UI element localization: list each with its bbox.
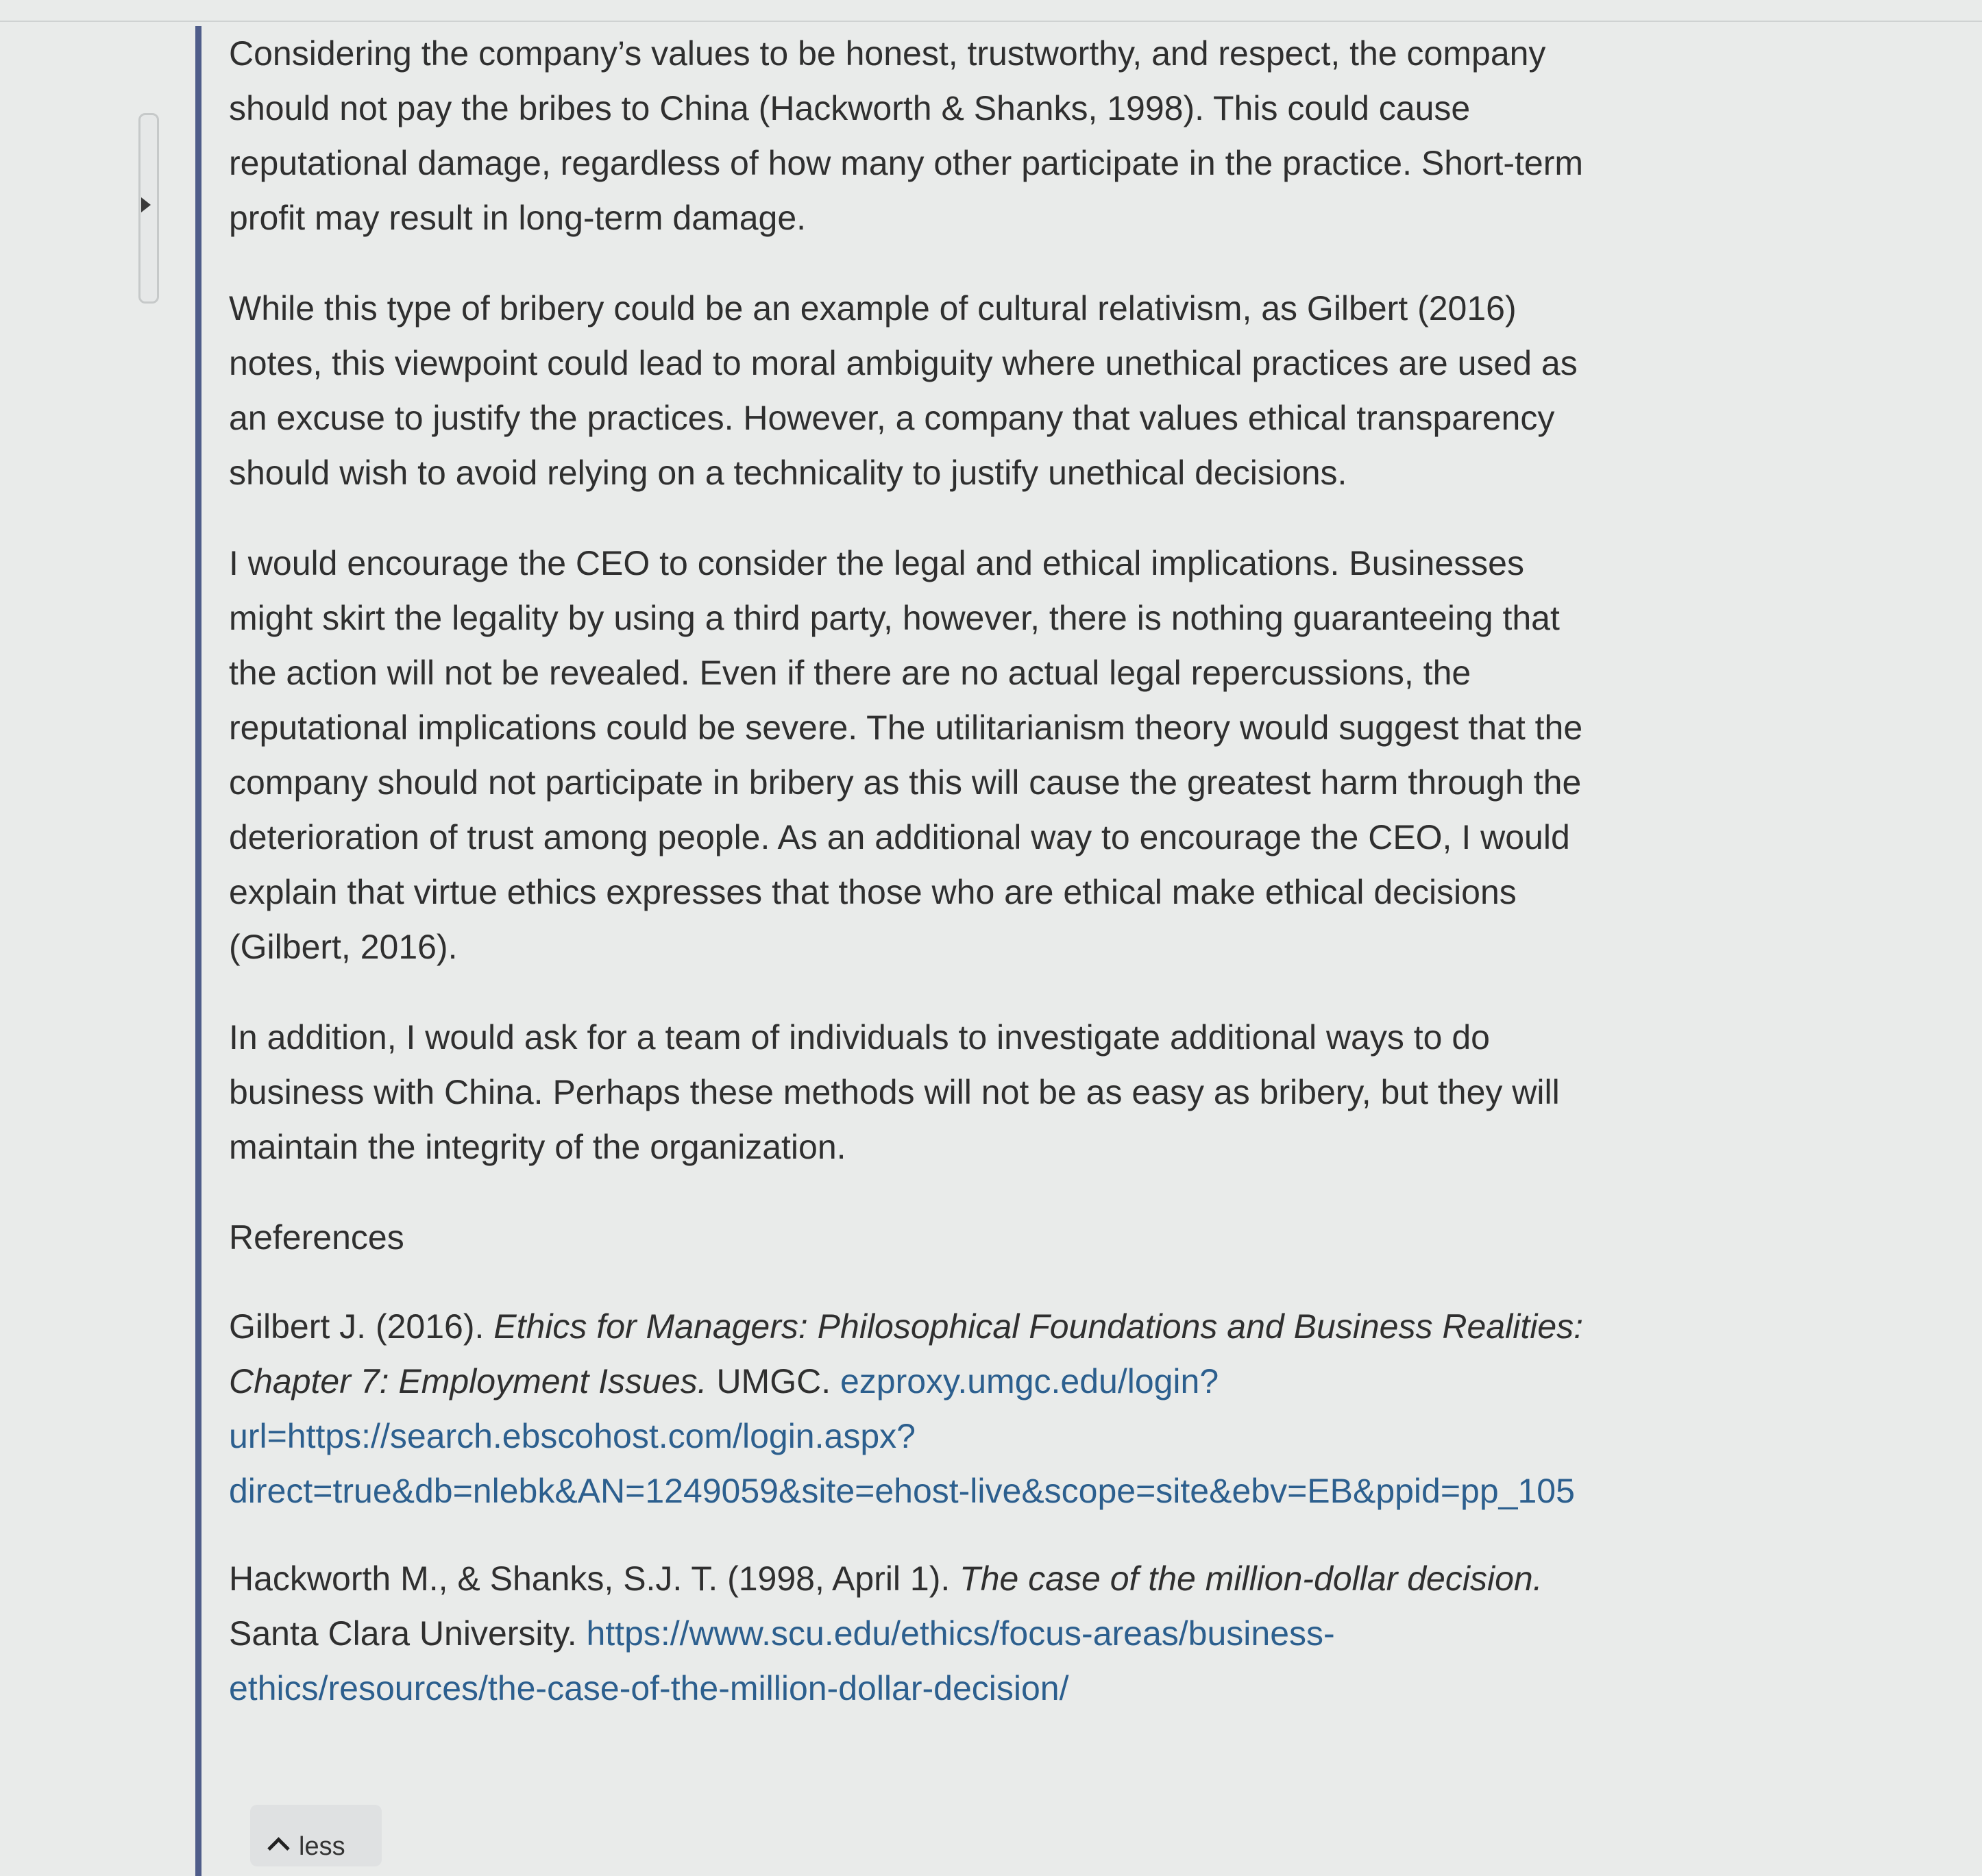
chevron-up-icon bbox=[267, 1837, 290, 1860]
caret-right-icon[interactable] bbox=[141, 197, 151, 212]
show-less-label: less bbox=[299, 1832, 345, 1861]
post-paragraph-4: In addition, I would ask for a team of individuals to investigate additional ways to do business with China. Perhaps these methods will not be as easy as bribery, but they will maintain the integrity of the organization. bbox=[229, 1018, 1560, 1166]
reference-publisher: Santa Clara University. bbox=[229, 1614, 587, 1653]
reference-title: Ethics for Managers: Philosophical Foundations and Business Realities: Chapter 7: Employment Issues. bbox=[229, 1307, 1584, 1400]
references-heading: References bbox=[229, 1218, 404, 1257]
reference-link[interactable]: https://www.scu.edu/ethics/focus-areas/business-ethics/resources/the-case-of-the-million-dollar-decision/ bbox=[229, 1614, 1335, 1707]
reference-entry-gilbert bbox=[229, 1299, 1600, 1518]
post-paragraph-2: While this type of bribery could be an example of cultural relativism, as Gilbert (2016) notes, this viewpoint could lead to moral ambiguity where unethical practices are used as an excuse to justify the practices. However, a company that values ethical transparency should wish to avoid relying on a technicality to justify unethical decisions. bbox=[229, 289, 1578, 492]
show-less-button[interactable] bbox=[250, 1805, 382, 1866]
top-divider bbox=[0, 21, 1982, 22]
post-paragraph-3: I would encourage the CEO to consider the legal and ethical implications. Businesses might skirt the legality by using a third party, however, there is nothing guaranteeing that the action will not be revealed. Even if there are no actual legal repercussions, the reputational implications could be severe. The utilitarianism theory would suggest that the company should not participate in bribery as this will cause the greatest harm through the deterioration of trust among people. As an additional way to encourage the CEO, I would explain that virtue ethics expresses that those who are ethical make ethical decisions (Gilbert, 2016). bbox=[229, 544, 1583, 966]
discussion-post-body bbox=[195, 26, 1600, 1876]
post-paragraph-1: Considering the company’s values to be honest, trustworthy, and respect, the company should not pay the bribes to China (Hackworth & Shanks, 1998). This could cause reputational damage, regardless of how many other participate in the practice. Short-term profit may result in long-term damage. bbox=[229, 34, 1584, 237]
reference-link[interactable]: ezproxy.umgc.edu/login?url=https://search.ebscohost.com/login.aspx?direct=true&db=nlebk&AN=1249059&site=ehost-live&scope=site&ebv=EB&ppid=pp_105 bbox=[229, 1362, 1575, 1510]
reference-author-date: Gilbert J. (2016). bbox=[229, 1307, 494, 1346]
reference-entry-hackworth bbox=[229, 1551, 1600, 1716]
reference-author-date: Hackworth M., & Shanks, S.J. T. (1998, April 1). bbox=[229, 1559, 960, 1598]
reference-title: The case of the million-dollar decision. bbox=[959, 1559, 1543, 1598]
reference-publisher: UMGC. bbox=[707, 1362, 840, 1400]
